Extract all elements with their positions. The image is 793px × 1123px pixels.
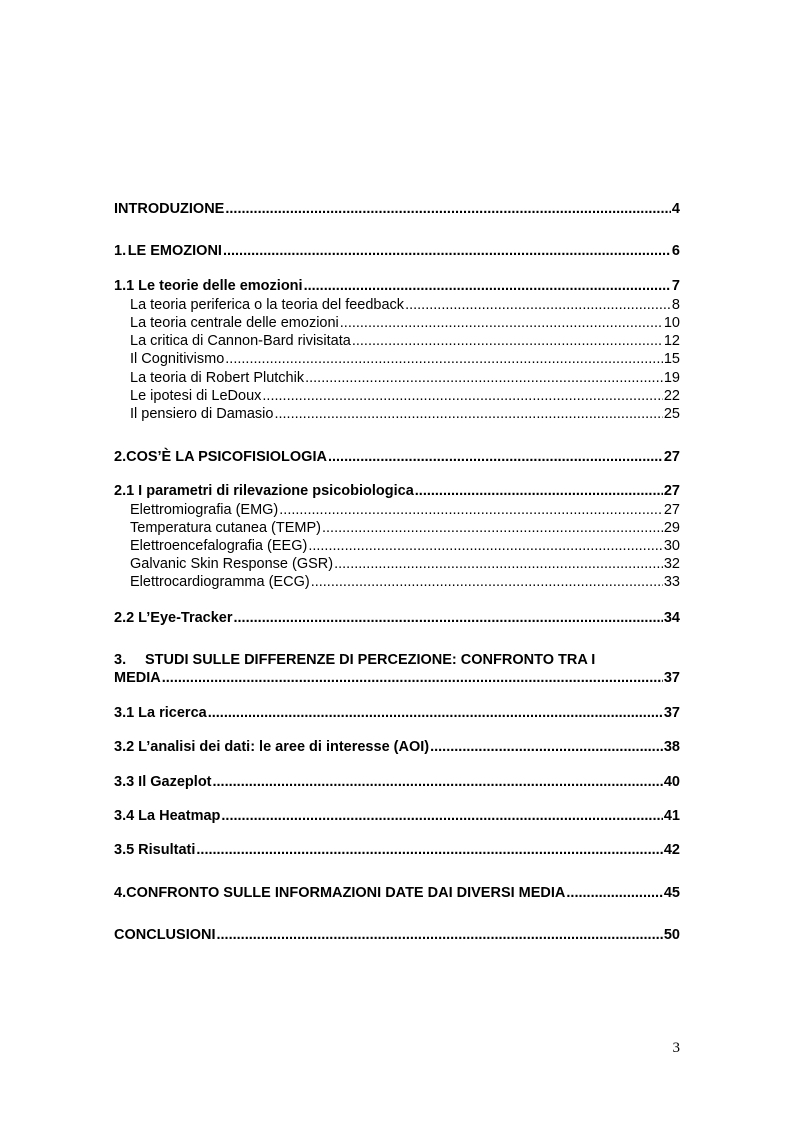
toc-title: Il pensiero di Damasio [130,406,274,422]
toc-page: 6 [671,243,680,259]
toc-leader-dots [322,519,663,537]
toc-leader-dots [415,482,663,500]
toc-leader-dots [221,807,662,825]
toc-entry-section-2-2[interactable] [114,609,680,627]
toc-title: 3.3 Il Gazeplot [114,774,212,790]
toc-page: 19 [663,370,680,386]
toc-title: 3.4 La Heatmap [114,808,221,824]
toc-entry-section-3-2[interactable] [114,738,680,756]
toc-title: Elettroencefalografia (EEG) [130,538,308,554]
toc-entry-subsection[interactable] [130,519,680,537]
toc-title: Temperatura cutanea (TEMP) [130,520,321,536]
toc-title: Le ipotesi di LeDoux [130,388,262,404]
toc-entry-section-3-5[interactable] [114,841,680,859]
toc-leader-dots [304,277,671,295]
toc-entry-introduzione[interactable] [114,200,680,218]
table-of-contents [114,0,680,1000]
toc-entry-chapter-3-line1[interactable] [114,651,680,669]
toc-title: Elettromiografia (EMG) [130,502,279,518]
toc-entry-chapter-2[interactable] [114,448,680,466]
toc-page: 25 [663,406,680,422]
toc-leader-dots [213,773,663,791]
toc-entry-subsection[interactable] [130,350,680,368]
toc-page: 27 [663,483,680,499]
toc-page: 15 [663,351,680,367]
chapter-number: 1. [114,243,127,259]
toc-leader-dots [217,926,663,944]
toc-leader-dots [225,200,671,218]
toc-entry-subsection[interactable] [130,537,680,555]
toc-page: 33 [663,574,680,590]
toc-leader-dots [279,501,663,519]
toc-title: 3.2 L’analisi dei dati: le aree di interesse (AOI) [114,739,430,755]
toc-entry-chapter-1[interactable] [114,242,680,260]
toc-page: 12 [663,333,680,349]
toc-entry-section-3-4[interactable] [114,807,680,825]
toc-page: 41 [663,808,680,824]
toc-entry-subsection[interactable] [130,369,680,387]
toc-title: La teoria periferica o la teoria del feedback [130,297,405,313]
toc-page: 27 [663,502,680,518]
toc-leader-dots [334,555,663,573]
toc-title: La critica di Cannon-Bard rivisitata [130,333,351,349]
toc-leader-dots [340,314,663,332]
toc-title: STUDI SULLE DIFFERENZE DI PERCEZIONE: CONFRONTO TRA I [145,652,596,668]
page-number: 3 [672,1040,680,1056]
toc-leader-dots [208,704,663,722]
toc-page: 34 [663,610,680,626]
toc-title: 1.1 Le teorie delle emozioni [114,278,303,294]
toc-leader-dots [262,387,662,405]
toc-leader-dots [305,369,663,387]
toc-title: INTRODUZIONE [114,201,225,217]
toc-page: 29 [663,520,680,536]
toc-entry-chapter-3[interactable] [114,669,680,687]
chapter-number: 3. [114,652,127,668]
toc-page: 45 [663,885,680,901]
toc-leader-dots [274,405,662,423]
toc-entry-subsection[interactable] [130,405,680,423]
toc-title: La teoria di Robert Plutchik [130,370,305,386]
toc-title: COS’È LA PSICOFISIOLOGIA [126,449,327,465]
toc-title: CONCLUSIONI [114,927,216,943]
toc-leader-dots [162,669,663,687]
toc-page: 27 [663,449,680,465]
toc-title: CONFRONTO SULLE INFORMAZIONI DATE DAI DIVERSI MEDIA [126,885,566,901]
toc-title: LE EMOZIONI [127,243,222,259]
toc-title: MEDIA [114,670,161,686]
toc-page: 40 [663,774,680,790]
toc-title: Elettrocardiogramma (ECG) [130,574,310,590]
toc-page: 37 [663,705,680,721]
chapter-number: 2. [114,449,127,465]
toc-leader-dots [328,448,663,466]
toc-title: 3.5 Risultati [114,842,196,858]
toc-entry-section-3-1[interactable] [114,704,680,722]
toc-leader-dots [225,350,663,368]
toc-page: 42 [663,842,680,858]
toc-entry-subsection[interactable] [130,296,680,314]
toc-page: 10 [663,315,680,331]
toc-page: 8 [671,297,680,313]
toc-leader-dots [311,573,663,591]
toc-entry-conclusioni[interactable] [114,926,680,944]
toc-entry-subsection[interactable] [130,314,680,332]
toc-leader-dots [223,242,671,260]
toc-title: Il Cognitivismo [130,351,225,367]
chapter-number: 4. [114,885,127,901]
toc-entry-subsection[interactable] [130,501,680,519]
toc-title: La teoria centrale delle emozioni [130,315,339,331]
toc-leader-dots [430,738,663,756]
toc-entry-section-2-1[interactable] [114,482,680,500]
toc-entry-subsection[interactable] [130,573,680,591]
toc-leader-dots [352,332,663,350]
toc-title: 2.2 L’Eye-Tracker [114,610,233,626]
toc-title: 3.1 La ricerca [114,705,207,721]
toc-entry-subsection[interactable] [130,387,680,405]
toc-entry-section-3-3[interactable] [114,773,680,791]
toc-entry-chapter-4[interactable] [114,884,680,902]
toc-page: 4 [671,201,680,217]
toc-page: 32 [663,556,680,572]
toc-leader-dots [405,296,671,314]
toc-title: 2.1 I parametri di rilevazione psicobiologica [114,483,414,499]
toc-entry-subsection[interactable] [130,555,680,573]
toc-entry-subsection[interactable] [130,332,680,350]
toc-title: Galvanic Skin Response (GSR) [130,556,334,572]
toc-entry-section-1-1[interactable] [114,277,680,295]
toc-leader-dots [308,537,663,555]
toc-page: 30 [663,538,680,554]
toc-leader-dots [196,841,662,859]
toc-page: 50 [663,927,680,943]
toc-page: 38 [663,739,680,755]
toc-leader-dots [566,884,662,902]
toc-leader-dots [234,609,663,627]
toc-page: 22 [663,388,680,404]
toc-page: 37 [663,670,680,686]
toc-page: 7 [671,278,680,294]
